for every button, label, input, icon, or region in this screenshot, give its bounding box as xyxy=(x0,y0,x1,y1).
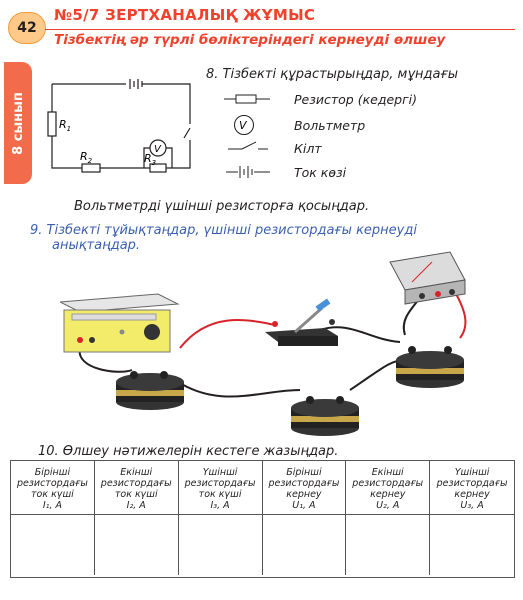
resistor-device-2 xyxy=(291,396,359,436)
r2-subscript: 2 xyxy=(87,157,93,165)
grade-side-tab xyxy=(4,62,32,184)
task9-line1: 9. Тізбекті тұйықтаңдар, үшінші резистордағы кернеуді xyxy=(30,223,417,238)
power-supply-unit xyxy=(60,294,178,352)
svg-text:R1 xyxy=(59,118,71,133)
r3-subscript: 3 xyxy=(151,159,157,167)
lab-title: №5/7 ЗЕРТХАНАЛЫҚ ЖҰМЫС xyxy=(54,6,316,24)
voltmeter-icon xyxy=(233,114,255,136)
resistor-icon xyxy=(224,92,270,106)
legend-resistor-label: Резистор (кедергі) xyxy=(294,92,418,107)
wire-psu-to-switch xyxy=(180,320,275,348)
wire-r1-to-r2 xyxy=(175,380,300,397)
battery-icon xyxy=(226,164,270,180)
legend-battery-label: Ток көзі xyxy=(294,165,347,180)
task8-text: 8. Тізбекті құрастырыңдар, мұндағы xyxy=(206,67,458,82)
connect-voltmeter-text: Вольтметрді үшінші резисторға қосыңдар. xyxy=(74,199,370,214)
table-header-cell: Екінші резистордағы кернеу U₂, А xyxy=(346,461,430,515)
table-header-cell: Бірінші резистордағы ток күші I₁, А xyxy=(11,461,95,515)
table-empty-cell[interactable] xyxy=(430,515,514,575)
switch-device xyxy=(265,299,338,346)
page-number: 42 xyxy=(8,12,46,44)
title-divider xyxy=(45,29,515,30)
legend-voltmeter-label: Вольтметр xyxy=(294,118,366,133)
table-header-cell: Үшінші резистордағы кернеу U₃, А xyxy=(430,461,514,515)
results-table xyxy=(10,460,515,578)
legend-switch-label: Кілт xyxy=(294,141,322,156)
switch-icon xyxy=(228,139,268,153)
r1-subscript: 1 xyxy=(66,125,72,133)
grade-label: 8 сынып xyxy=(10,91,26,155)
r1-label: R xyxy=(59,118,67,131)
table-header-cell: Үшінші резистордағы ток күші I₃, А xyxy=(179,461,263,515)
table-empty-cell[interactable] xyxy=(95,515,179,575)
equipment-illustration xyxy=(60,250,500,440)
r2-label: R xyxy=(80,150,88,163)
table-empty-cell[interactable] xyxy=(263,515,347,575)
voltmeter-symbol-text: V xyxy=(239,119,247,132)
lab-subtitle: Тізбектің әр түрлі бөліктеріндегі кернеуді өлшеу xyxy=(54,32,446,48)
table-header-cell: Екінші резистордағы ток күші I₂, А xyxy=(95,461,179,515)
task9-line2: анықтаңдар. xyxy=(52,238,141,253)
resistor-device-3 xyxy=(396,346,464,388)
resistor-device-1 xyxy=(116,371,184,410)
voltmeter-device xyxy=(390,250,465,304)
table-empty-cell[interactable] xyxy=(11,515,95,575)
table-empty-cell[interactable] xyxy=(346,515,430,575)
wire-voltmeter-b xyxy=(455,292,465,338)
table-header-cell: Бірінші резистордағы кернеу U₁, А xyxy=(263,461,347,515)
task10-text: 10. Өлшеу нәтижелерін кестеге жазыңдар. xyxy=(38,444,339,459)
table-empty-cell[interactable] xyxy=(179,515,263,575)
svg-text:R2 xyxy=(80,150,93,165)
r3-label: R xyxy=(144,152,152,165)
circuit-schematic xyxy=(40,76,200,178)
schematic-voltmeter-label: V xyxy=(154,144,161,155)
